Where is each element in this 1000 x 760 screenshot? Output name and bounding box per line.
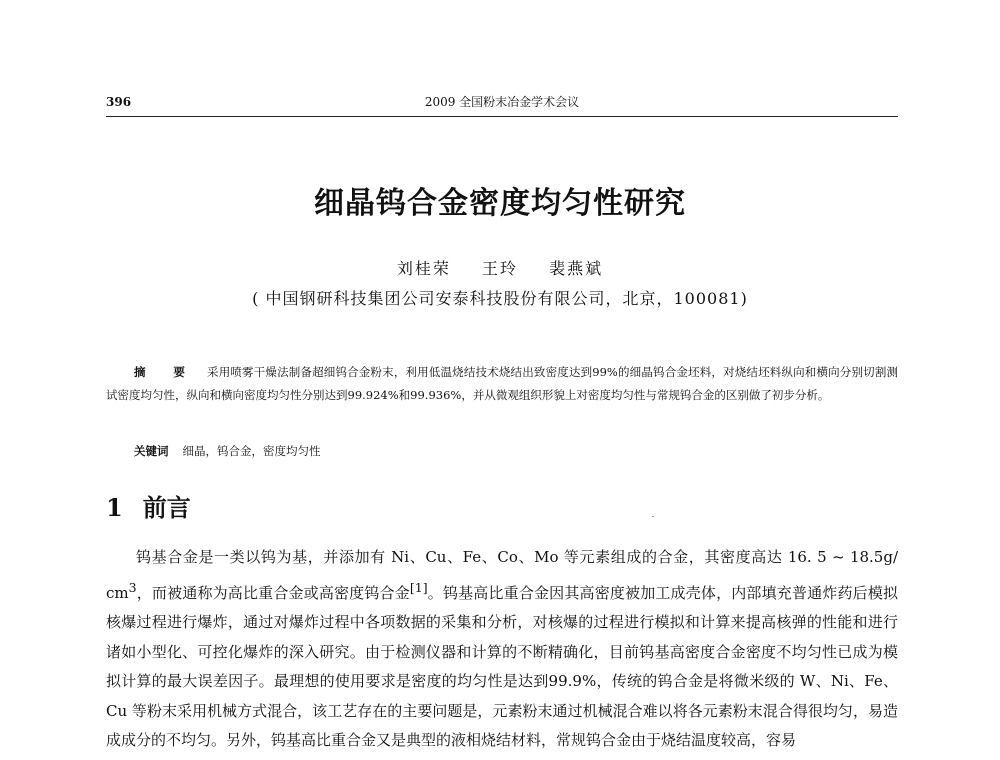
citation-ref: [1] [409,579,428,595]
section-title: 前言 [142,493,191,522]
abstract [106,361,898,407]
body-paragraph [106,543,898,756]
abstract-text: 采用喷雾干燥法制备超细钨合金粉末，利用低温烧结技术烧结出致密度达到99%的细晶钨合金坯料，对烧结坯料纵向和横向分别切割测试密度均匀性，纵向和横向密度均匀性分别达到99.924%和99.936%，并从微观组织形貌上对密度均匀性与常规钨合金的区别做了初步分析。 [106,365,899,402]
keywords [106,442,898,460]
keywords-label: 关键词 [134,444,169,458]
abstract-label: 摘 要 [134,365,194,379]
body-text-run: 。钨基高比重合金因其高密度被加工成壳体，内部填充普通炸药后模拟核爆过程进行爆炸，通过对爆炸过程中各项数据的采集和分析，对核爆的过程进行模拟和计算来提高核弹的性能和进行诸如小型化、可控化爆炸的深入研究。由于检测仪器和计算的不断精确化，目前钨基高密度合金密度不均匀性已成为模拟计算的最大误差因子。最理想的使用要求是密度的均匀性是达到99.9%，传统的钨合金是将微米级的 W、Ni、Fe、Cu 等粉末采用机械方式混合，该工艺存在的主要问题是，元素粉末通过机械混合难以将各元素粉末混合得很均匀，易造成成分的不均匀。另外，钨基高比重合金又是典型的液相烧结材料，常规钨合金由于烧结温度较高，容易 [106,583,898,749]
keywords-text: 细晶，钨合金，密度均匀性 [182,444,321,458]
author-name: 王玲 [481,259,518,278]
superscript: 3 [128,579,137,595]
body-text-run: 钨基合金是一类以钨为基，并添加有 Ni、Cu、Fe、Co、Mo 等元素组成的合金，其密度高达 16. 5 ~ 18.5g/ cm [106,548,898,602]
scan-speck [652,516,654,517]
affiliation: ( 中国钢研科技集团公司安泰科技股份有限公司，北京，100081) [252,289,748,308]
page-number: 396 [106,95,132,109]
author-name: 刘桂荣 [396,259,451,278]
author-name: 裴燕斌 [549,259,604,278]
paper-title: 细晶钨合金密度均匀性研究 [314,186,686,221]
section-heading [106,488,191,523]
author-list [0,256,1000,279]
body-text-run: ，而被通称为高比重合金或高密度钨合金 [136,583,410,602]
section-number: 1 [106,493,123,522]
journal-title: 2009 全国粉末冶金学术会议 [424,95,580,109]
body-text [106,543,898,756]
header-rule [106,116,898,117]
